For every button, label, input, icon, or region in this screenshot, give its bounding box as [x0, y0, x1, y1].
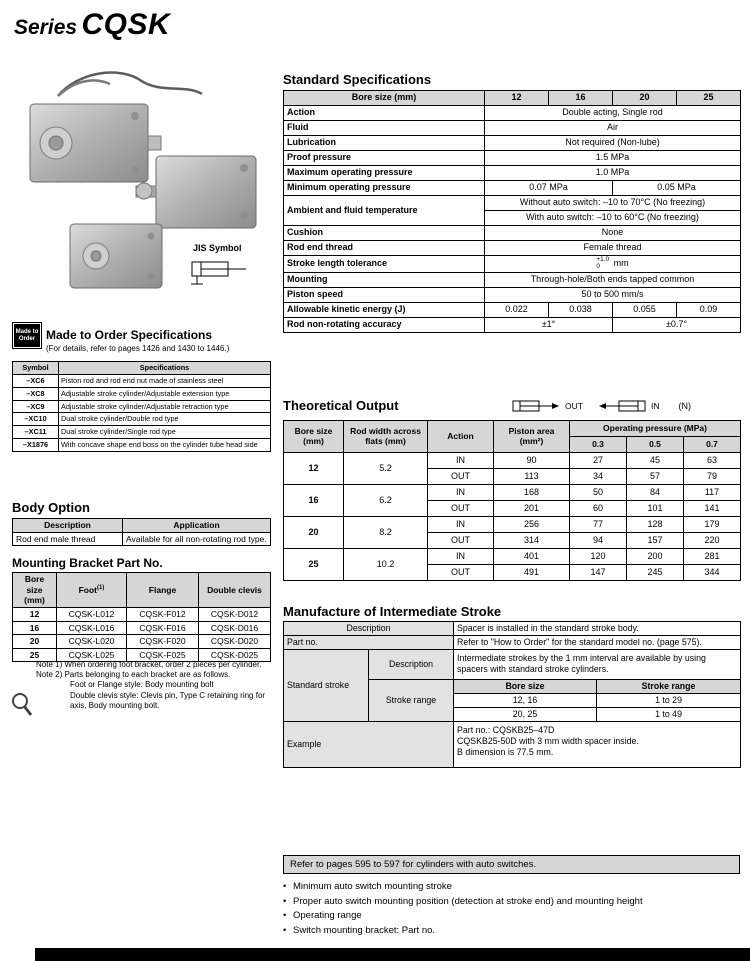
- value-cell: Double acting, Single rod: [485, 106, 741, 121]
- value-cell: 34: [570, 469, 627, 485]
- example-cell: [454, 721, 741, 767]
- footer-bar: [35, 948, 750, 961]
- spec-cell: Dual stroke cylinder/Double rod type: [59, 413, 271, 426]
- value-cell: 84: [627, 485, 684, 501]
- area-cell: 168: [494, 485, 570, 501]
- part-cell: CQSK-D016: [199, 621, 271, 635]
- flats-cell: 8.2: [344, 517, 428, 549]
- description-cell: Rod end male thread: [13, 532, 123, 546]
- column-header: Specifications: [59, 362, 271, 375]
- spec-cell: Dual stroke cylinder/Single rod type: [59, 426, 271, 439]
- made-to-order-icon: [12, 322, 42, 349]
- spec-cell: Adjustable stroke cylinder/Adjustable retraction type: [59, 400, 271, 413]
- value-cell: 94: [570, 533, 627, 549]
- table-header-row: [13, 573, 271, 608]
- spec-cell: Piston rod and rod end nut made of stainless steel: [59, 374, 271, 387]
- body-option-table: [12, 518, 271, 546]
- table-row: [284, 181, 741, 196]
- value-cell: Intermediate strokes by the 1 mm interval are available by using spacers with standard stroke cylinders.: [454, 649, 741, 679]
- symbol-cell: –XC11: [13, 426, 59, 439]
- out-cylinder-icon: [512, 398, 560, 414]
- jis-symbol-drawing: [186, 256, 250, 294]
- made-to-order-title: Made to Order Specifications: [46, 328, 213, 342]
- value-cell: 128: [627, 517, 684, 533]
- tolerance-upper: +1.0: [596, 256, 610, 263]
- table-row: [284, 256, 741, 273]
- theoretical-output-table: [283, 420, 741, 581]
- column-header: Application: [123, 519, 271, 533]
- row-label: Fluid: [284, 121, 485, 136]
- flats-cell: 6.2: [344, 485, 428, 517]
- value-cell: 60: [570, 501, 627, 517]
- column-header: Rod width across flats (mm): [344, 421, 428, 453]
- area-cell: 90: [494, 453, 570, 469]
- action-cell: IN: [428, 453, 494, 469]
- column-header: Description: [13, 519, 123, 533]
- value-cell: Air: [485, 121, 741, 136]
- row-label: Rod non-rotating accuracy: [284, 317, 485, 332]
- table-row: [13, 400, 271, 413]
- table-row: [284, 226, 741, 241]
- value-cell: None: [485, 226, 741, 241]
- table-row: [284, 635, 741, 649]
- row-label: Stroke length tolerance: [284, 256, 485, 273]
- example-line: Part no.: CQSKB25–47D: [457, 724, 555, 735]
- part-cell: CQSK-F012: [127, 607, 199, 621]
- value-cell: 1.5 MPa: [485, 151, 741, 166]
- value-cell: 101: [627, 501, 684, 517]
- value-cell: 200: [627, 549, 684, 565]
- standard-specs-table: [283, 90, 741, 333]
- in-label: IN: [650, 401, 660, 411]
- standard-specs-title: Standard Specifications: [283, 72, 432, 87]
- mounting-bracket-title: Mounting Bracket Part No.: [12, 556, 163, 570]
- table-row: [13, 426, 271, 439]
- table-row: [284, 121, 741, 136]
- value-cell: 77: [570, 517, 627, 533]
- part-cell: CQSK-L025: [57, 648, 127, 662]
- bore-cell: 20: [13, 635, 57, 649]
- action-cell: OUT: [428, 533, 494, 549]
- bracket-notes: [36, 660, 270, 711]
- value-cell: 147: [570, 565, 627, 581]
- value-cell: 344: [684, 565, 741, 581]
- row-label: Description: [284, 622, 454, 636]
- table-row: [13, 387, 271, 400]
- value-cell: 0.07 MPa: [485, 181, 613, 196]
- note-line: Note 2) Parts belonging to each bracket are as follows.: [36, 670, 231, 680]
- area-cell: 401: [494, 549, 570, 565]
- column-header: [57, 573, 127, 608]
- theoretical-output-title: Theoretical Output: [283, 398, 399, 413]
- area-cell: 314: [494, 533, 570, 549]
- value-cell: [485, 256, 741, 273]
- table-header-row: [284, 421, 741, 437]
- action-cell: OUT: [428, 501, 494, 517]
- table-row: [284, 196, 741, 211]
- row-label: Rod end thread: [284, 241, 485, 256]
- value-cell: 79: [684, 469, 741, 485]
- bullet-item: • Proper auto switch mounting position (detection at stroke end) and mounting height: [283, 895, 740, 910]
- bore-cell: 25: [284, 549, 344, 581]
- value-cell: 0.022: [485, 302, 549, 317]
- bore-cell: 16: [284, 485, 344, 517]
- value-cell: 50 to 500 mm/s: [485, 287, 741, 302]
- theoretical-output-diagram: [512, 398, 691, 414]
- column-header: 20: [613, 91, 677, 106]
- row-label: Piston speed: [284, 287, 485, 302]
- symbol-cell: –XC10: [13, 413, 59, 426]
- series-label: Series: [14, 16, 78, 39]
- value-cell: With auto switch: –10 to 60°C (No freezing): [485, 211, 741, 226]
- value-cell: 45: [627, 453, 684, 469]
- table-row: [284, 549, 741, 565]
- area-cell: 491: [494, 565, 570, 581]
- column-header: Action: [428, 421, 494, 453]
- column-header: 12: [485, 91, 549, 106]
- value-cell: ±0.7°: [613, 317, 741, 332]
- action-cell: IN: [428, 485, 494, 501]
- row-label: Description: [369, 649, 454, 679]
- column-header: Flange: [127, 573, 199, 608]
- value-cell: 0.05 MPa: [613, 181, 741, 196]
- range-cell: 1 to 29: [597, 693, 741, 707]
- value-cell: 57: [627, 469, 684, 485]
- row-label: Allowable kinetic energy (J): [284, 302, 485, 317]
- row-label: Minimum operating pressure: [284, 181, 485, 196]
- table-row: [284, 272, 741, 287]
- symbol-cell: –X1876: [13, 439, 59, 452]
- action-cell: IN: [428, 549, 494, 565]
- flats-cell: 10.2: [344, 549, 428, 581]
- table-row: [284, 302, 741, 317]
- page-title: [14, 8, 170, 42]
- bore-cell: 20: [284, 517, 344, 549]
- tolerance-lower: 0: [596, 262, 600, 270]
- value-cell: 245: [627, 565, 684, 581]
- cylinder-photo-1: [30, 104, 161, 182]
- note-line: Foot or Flange style: Body mounting bolt: [70, 680, 214, 690]
- row-label: Ambient and fluid temperature: [284, 196, 485, 226]
- body-option-title: Body Option: [12, 500, 90, 515]
- action-cell: IN: [428, 517, 494, 533]
- note-line: Note 1) When ordering foot bracket, order 2 pieces per cylinder.: [36, 660, 262, 669]
- column-header: Double clevis: [199, 573, 271, 608]
- value-cell: Spacer is installed in the standard stroke body.: [454, 622, 741, 636]
- bore-cell: 20, 25: [454, 707, 597, 721]
- table-row: [13, 621, 271, 635]
- row-label: Standard stroke: [284, 649, 369, 721]
- symbol-cell: –XC8: [13, 387, 59, 400]
- cylinder-photo-3: [70, 224, 162, 288]
- column-header: Symbol: [13, 362, 59, 375]
- auto-switch-box-header: Refer to pages 595 to 597 for cylinders with auto switches.: [283, 855, 740, 874]
- spec-cell: With concave shape end boss on the cylinder tube head side: [59, 439, 271, 452]
- table-row: [284, 106, 741, 121]
- auto-switch-bullet-list: [283, 880, 740, 939]
- bullet-item: • Operating range: [283, 909, 740, 924]
- cylinder-photo-2: [136, 156, 256, 228]
- part-cell: CQSK-L012: [57, 607, 127, 621]
- bore-cell: 12: [13, 607, 57, 621]
- tolerance-stack: [596, 257, 609, 271]
- value-cell: 50: [570, 485, 627, 501]
- table-row: [13, 607, 271, 621]
- column-header: Piston area (mm²): [494, 421, 570, 453]
- row-label: Part no.: [284, 635, 454, 649]
- value-cell: 179: [684, 517, 741, 533]
- value-cell: 281: [684, 549, 741, 565]
- row-label: Proof pressure: [284, 151, 485, 166]
- value-cell: Without auto switch: –10 to 70°C (No freezing): [485, 196, 741, 211]
- row-label: Maximum operating pressure: [284, 166, 485, 181]
- value-cell: 27: [570, 453, 627, 469]
- value-cell: 117: [684, 485, 741, 501]
- row-label: Mounting: [284, 272, 485, 287]
- part-cell: CQSK-F016: [127, 621, 199, 635]
- part-cell: CQSK-F020: [127, 635, 199, 649]
- action-cell: OUT: [428, 469, 494, 485]
- part-cell: CQSK-D012: [199, 607, 271, 621]
- row-label: Action: [284, 106, 485, 121]
- table-row: [13, 532, 271, 546]
- bullet-item: • Minimum auto switch mounting stroke: [283, 880, 740, 895]
- table-row: [284, 517, 741, 533]
- intermediate-stroke-table: [283, 621, 741, 768]
- spec-cell: Adjustable stroke cylinder/Adjustable extension type: [59, 387, 271, 400]
- row-label: Stroke range: [369, 679, 454, 721]
- table-row: [284, 649, 741, 679]
- in-cylinder-icon: [598, 398, 646, 414]
- column-header: 0.5: [627, 437, 684, 453]
- note-line: Double clevis style: Clevis pin, Type C retaining ring for axis, Body mounting bolt.: [70, 690, 266, 710]
- part-cell: CQSK-D020: [199, 635, 271, 649]
- value-cell: 1.0 MPa: [485, 166, 741, 181]
- action-cell: OUT: [428, 565, 494, 581]
- column-header: Bore size (mm): [284, 421, 344, 453]
- column-header: Bore size (mm): [13, 573, 57, 608]
- column-header: Bore size (mm): [284, 91, 485, 106]
- value-cell: Female thread: [485, 241, 741, 256]
- area-cell: 113: [494, 469, 570, 485]
- magnifier-icon: [10, 692, 34, 718]
- column-header: Stroke range: [597, 679, 741, 693]
- value-cell: 0.09: [677, 302, 741, 317]
- table-row: [284, 317, 741, 332]
- bore-cell: 12: [284, 453, 344, 485]
- table-row: [284, 287, 741, 302]
- auto-switch-reference-box: [283, 855, 740, 939]
- table-header-row: [13, 519, 271, 533]
- bore-cell: 16: [13, 621, 57, 635]
- value-cell: Refer to "How to Order" for the standard model no. (page 575).: [454, 635, 741, 649]
- value-cell: 63: [684, 453, 741, 469]
- column-header: Bore size: [454, 679, 597, 693]
- part-cell: CQSK-D025: [199, 648, 271, 662]
- area-cell: 201: [494, 501, 570, 517]
- part-cell: CQSK-L020: [57, 635, 127, 649]
- application-cell: Available for all non-rotating rod type.: [123, 532, 271, 546]
- table-row: [284, 453, 741, 469]
- unit-label: (N): [678, 401, 691, 411]
- foot-note-ref: (1): [97, 584, 105, 591]
- intermediate-stroke-title: Manufacture of Intermediate Stroke: [283, 604, 502, 619]
- row-label: Example: [284, 721, 454, 767]
- table-row: [284, 241, 741, 256]
- row-label: Lubrication: [284, 136, 485, 151]
- made-to-order-icon-text: Made to Order: [15, 328, 39, 342]
- part-cell: CQSK-F025: [127, 648, 199, 662]
- column-header: Operating pressure (MPa): [570, 421, 741, 437]
- value-cell: 120: [570, 549, 627, 565]
- table-row: [284, 622, 741, 636]
- table-row: [13, 374, 271, 387]
- area-cell: 256: [494, 517, 570, 533]
- table-row: [13, 439, 271, 452]
- bullet-item: • Switch mounting bracket: Part no.: [283, 924, 740, 939]
- value-cell: 157: [627, 533, 684, 549]
- table-row: [284, 166, 741, 181]
- value-cell: 0.055: [613, 302, 677, 317]
- column-header: 25: [677, 91, 741, 106]
- jis-symbol-label: JIS Symbol: [193, 243, 242, 253]
- table-row: [284, 485, 741, 501]
- table-row: [284, 721, 741, 767]
- table-row: [284, 136, 741, 151]
- value-cell: 220: [684, 533, 741, 549]
- out-label: OUT: [565, 401, 583, 411]
- table-header-row: [284, 91, 741, 106]
- value-cell: Through-hole/Both ends tapped common: [485, 272, 741, 287]
- value-cell: 0.038: [549, 302, 613, 317]
- model-label: CQSK: [81, 8, 171, 41]
- table-row: [13, 635, 271, 649]
- column-header: 0.7: [684, 437, 741, 453]
- tolerance-unit: mm: [613, 258, 629, 269]
- table-row: [13, 413, 271, 426]
- range-cell: 1 to 49: [597, 707, 741, 721]
- column-header: 16: [549, 91, 613, 106]
- example-line: CQSKB25-50D with 3 mm width spacer inside.: [457, 735, 639, 746]
- foot-header-label: Foot: [78, 584, 98, 595]
- table-row: [284, 151, 741, 166]
- made-to-order-table: [12, 361, 271, 452]
- symbol-cell: –XC9: [13, 400, 59, 413]
- flats-cell: 5.2: [344, 453, 428, 485]
- table-header-row: [13, 362, 271, 375]
- bore-cell: 25: [13, 648, 57, 662]
- row-label: Cushion: [284, 226, 485, 241]
- value-cell: 141: [684, 501, 741, 517]
- symbol-cell: –XC6: [13, 374, 59, 387]
- column-header: 0.3: [570, 437, 627, 453]
- value-cell: ±1°: [485, 317, 613, 332]
- mounting-bracket-table: [12, 572, 271, 662]
- part-cell: CQSK-L016: [57, 621, 127, 635]
- value-cell: Not required (Non-lube): [485, 136, 741, 151]
- made-to-order-subtitle: (For details, refer to pages 1426 and 1430 to 1446.): [46, 344, 230, 353]
- bore-cell: 12, 16: [454, 693, 597, 707]
- example-line: B dimension is 77.5 mm.: [457, 746, 554, 757]
